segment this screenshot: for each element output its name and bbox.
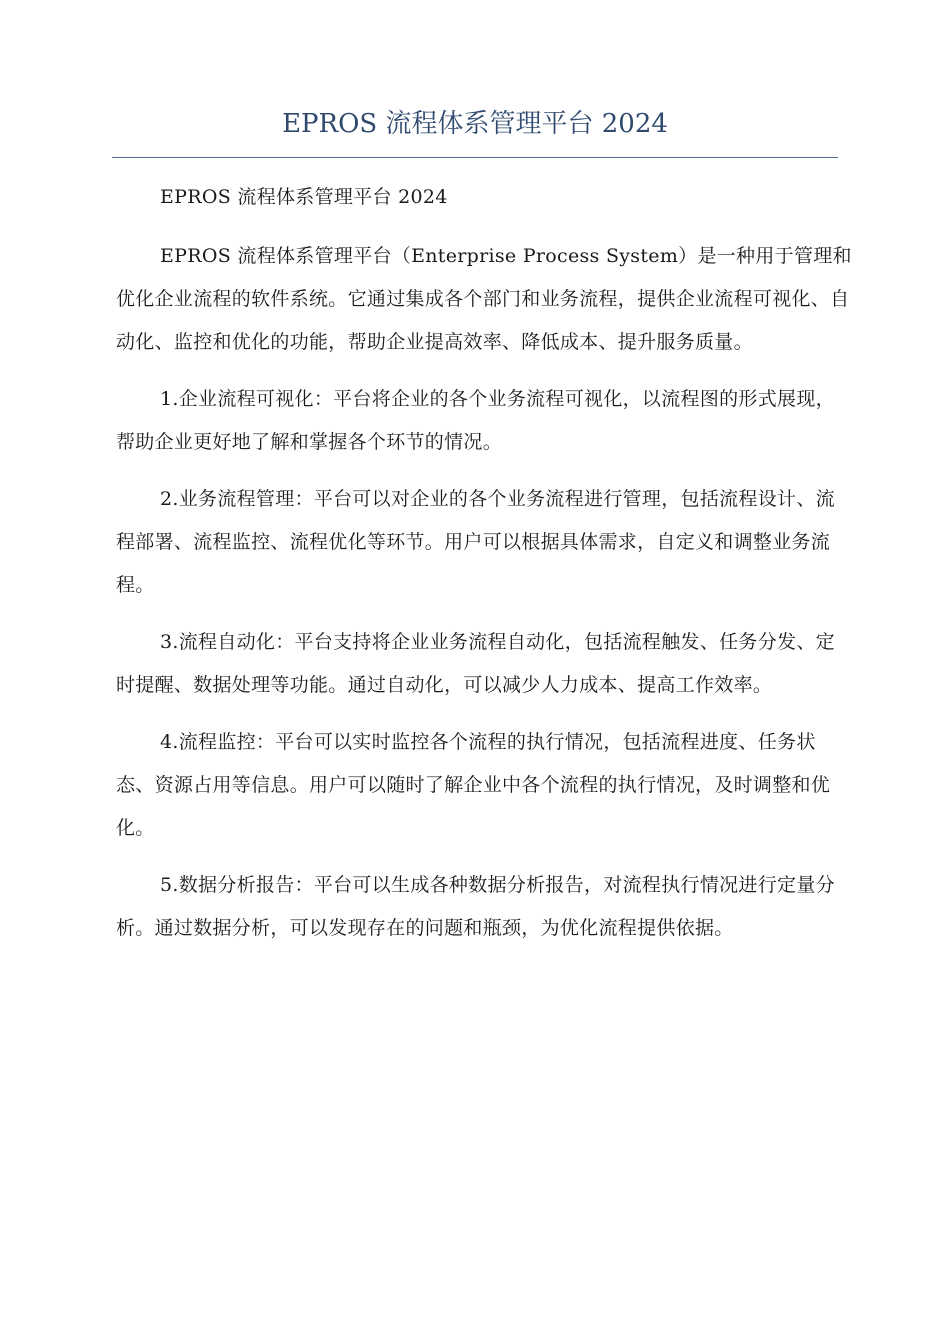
- paragraph-item-1: 1.企业流程可视化：平台将企业的各个业务流程可视化，以流程图的形式展现，帮助企业更好地了解和掌握各个环节的情况。: [116, 388, 835, 453]
- paragraph-item-4: 4.流程监控：平台可以实时监控各个流程的执行情况，包括流程进度、任务状态、资源占用等信息。用户可以随时了解企业中各个流程的执行情况，及时调整和优化。: [116, 731, 831, 839]
- title-divider: [112, 157, 838, 158]
- paragraph-intro: EPROS 流程体系管理平台（Enterprise Process System）是一种用于管理和优化企业流程的软件系统。它通过集成各个部门和业务流程，提供企业流程可视化、自动化、监控和优化的功能，帮助企业提高效率、降低成本、提升服务质量。: [116, 245, 852, 353]
- paragraph-item-3: 3.流程自动化：平台支持将企业业务流程自动化，包括流程触发、任务分发、定时提醒、数据处理等功能。通过自动化，可以减少人力成本、提高工作效率。: [116, 631, 835, 696]
- paragraph-subtitle: EPROS 流程体系管理平台 2024: [160, 186, 448, 208]
- paragraph-item-5: 5.数据分析报告：平台可以生成各种数据分析报告，对流程执行情况进行定量分析。通过数据分析，可以发现存在的问题和瓶颈，为优化流程提供依据。: [116, 874, 835, 939]
- document-body: [116, 176, 852, 964]
- paragraph-item-2: 2.业务流程管理：平台可以对企业的各个业务流程进行管理，包括流程设计、流程部署、流程监控、流程优化等环节。用户可以根据具体需求，自定义和调整业务流程。: [116, 488, 835, 596]
- document-title: EPROS 流程体系管理平台 2024: [282, 109, 668, 139]
